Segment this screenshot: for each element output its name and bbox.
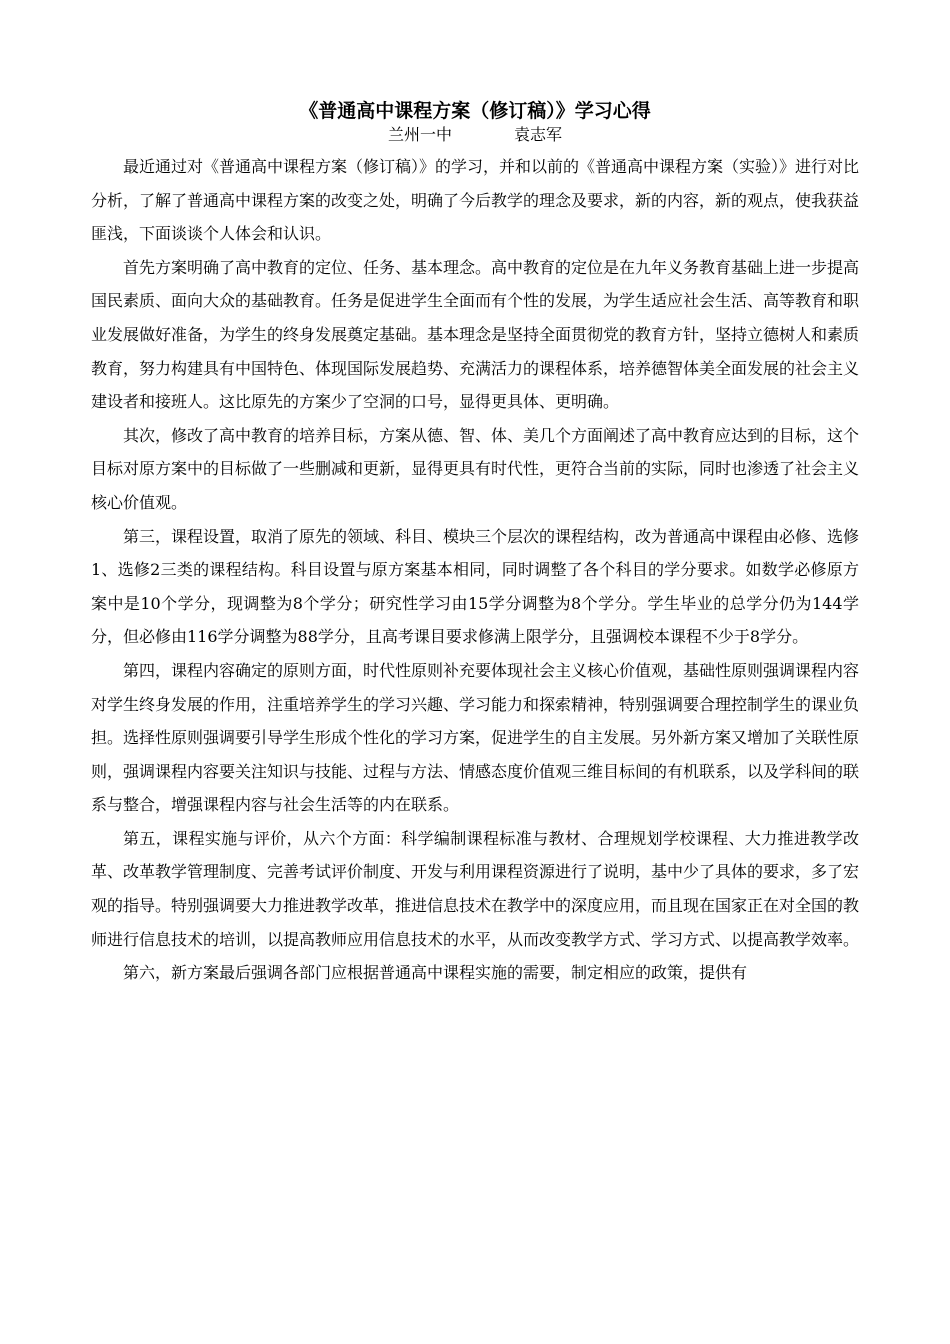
author-school: 兰州一中 [387,125,452,144]
paragraph-third: 第三，课程设置，取消了原先的领域、科目、模块三个层次的课程结构，改为普通高中课程由必修、选修1、选修2三类的课程结构。科目设置与原方案基本相同，同时调整了各个科目的学分要求。如数学必修原方案中是10个学分，现调整为8个学分；研究性学习由15学分调整为8个学分。学生毕业的总学分仍为144学分，但必修由116学分调整为88学分，且高考课目要求修满上限学分，且强调校本课程不少于8学分。 [91,526,860,647]
paragraph-sixth: 第六，新方案最后强调各部门应根据普通高中课程实施的需要，制定相应的政策，提供有 [123,963,748,983]
paragraph-intro: 最近通过对《普通高中课程方案（修订稿）》的学习，并和以前的《普通高中课程方案（实验）》进行对比分析，了解了普通高中课程方案的改变之处，明确了今后教学的理念及要求，新的内容，新的观点，使我获益匪浅，下面谈谈个人体会和认识。 [91,157,860,244]
document-title: 《普通高中课程方案（修订稿）》学习心得 [299,100,651,122]
paragraph-second: 其次，修改了高中教育的培养目标，方案从德、智、体、美几个方面阐述了高中教育应达到的目标，这个目标对原方案中的目标做了一些删减和更新，显得更具有时代性，更符合当前的实际，同时也渗透了社会主义核心价值观。 [91,425,860,512]
paragraph-fourth: 第四，课程内容确定的原则方面，时代性原则补充要体现社会主义核心价值观，基础性原则强调课程内容对学生终身发展的作用，注重培养学生的学习兴趣、学习能力和探索精神，特别强调要合理控制学生的课业负担。选择性原则强调要引导学生形成个性化的学习方案，促进学生的自主发展。另外新方案又增加了关联性原则，强调课程内容要关注知识与技能、过程与方法、情感态度价值观三维目标间的有机联系，以及学科间的联系与整合，增强课程内容与社会生活等的内在联系。 [91,660,860,815]
document-body [91,98,859,990]
paragraph-fifth: 第五，课程实施与评价，从六个方面：科学编制课程标准与教材、合理规划学校课程、大力推进教学改革、改革教学管理制度、完善考试评价制度、开发与利用课程资源进行了说明，基中少了具体的要求，多了宏观的指导。特别强调要大力推进教学改革，推进信息技术在教学中的深度应用，而且现在国家正在对全国的教师进行信息技术的培训，以提高教师应用信息技术的水平，从而改变教学方式、学习方式、以提高教学效率。 [91,828,860,949]
paragraph-first: 首先方案明确了高中教育的定位、任务、基本理念。高中教育的定位是在九年义务教育基础上进一步提高国民素质、面向大众的基础教育。任务是促进学生全面而有个性的发展，为学生适应社会生活、高等教育和职业发展做好准备，为学生的终身发展奠定基础。基本理念是坚持全面贯彻党的教育方针，坚持立德树人和素质教育，努力构建具有中国特色、体现国际发展趋势、充满活力的课程体系，培养德智体美全面发展的社会主义建设者和接班人。这比原先的方案少了空洞的口号，显得更具体、更明确。 [91,257,860,412]
author-name: 袁志军 [514,125,563,144]
byline [91,124,859,150]
